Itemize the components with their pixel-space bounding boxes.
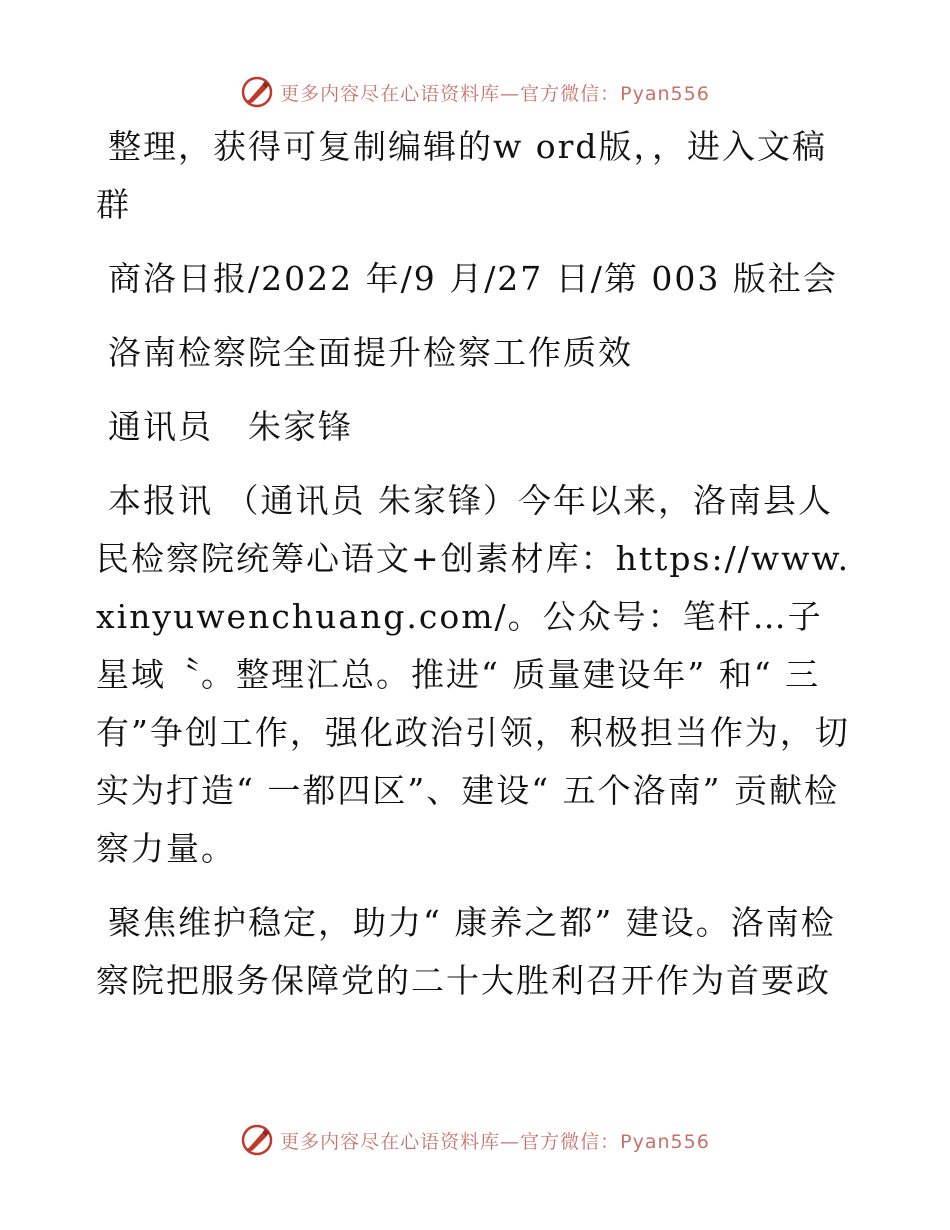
banner-wechat-id: Pyan556 [620,82,710,105]
banner-label: 更多内容尽在心语资料库—官方微信： [280,82,621,105]
banner-text [280,79,710,106]
body-paragraph: 聚焦维护稳定，助力“ 康养之都” 建设。洛南检察院把服务保障党的二十大胜利召开作为首要政 [96,903,836,1000]
publication-line: 商洛日报/2022 年/9 月/27 日/第 003 版社会 [108,259,838,298]
body-paragraph: 本报讯 （通讯员 朱家锋）今年以来，洛南县人民检察院统筹心语文+创素材库：https://www.xinyuwenchuang.com/。公众号：笔杆…子星域〝。整理汇总。推进“ 质量建设年” 和“ 三有”争创工作，强化政治引领，积极担当作为，切实为打造“ 一都四区”、建设“ 五个洛南” 贡献检察力量。 [96,481,851,868]
pen-logo-icon [240,1123,274,1157]
banner-text [280,1127,710,1154]
intro-paragraph: 整理，获得可复制编辑的w ord版，，进入文稿群 [96,127,828,224]
header-watermark-banner [0,72,950,112]
pen-logo-icon [240,75,274,109]
banner-label: 更多内容尽在心语资料库—官方微信： [280,1130,621,1153]
byline: 通讯员 朱家锋 [108,407,353,446]
article-title: 洛南检察院全面提升检察工作质效 [108,333,633,372]
document-body [96,118,856,1026]
footer-watermark-banner [0,1120,950,1160]
banner-wechat-id: Pyan556 [620,1130,710,1153]
